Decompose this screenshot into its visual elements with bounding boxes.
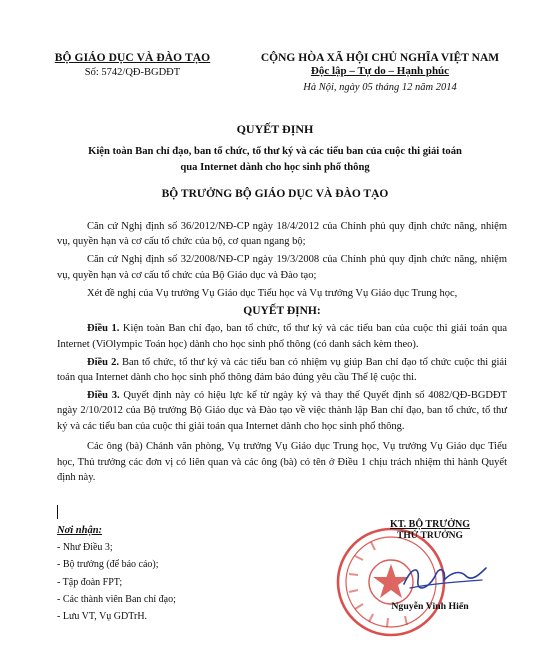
national-header-block: [245, 52, 515, 93]
article-label: Điều 3.: [87, 390, 120, 402]
text-cursor: [57, 505, 58, 519]
recipients-block: [57, 522, 176, 625]
recipient-item: - Các thành viên Ban chỉ đạo;: [57, 593, 176, 605]
preamble-paragraph: Căn cứ Nghị định số 32/2008/NĐ-CP ngày 19/3/2008 của Chính phủ quy định chức năng, nhiệm vụ, quyền hạn và cơ cấu tổ chức của Bộ Giáo dục và Đào tạo;: [57, 254, 507, 281]
article-label: Điều 2.: [87, 356, 119, 368]
signer-role-line-2: THỨ TRƯỞNG: [397, 531, 463, 541]
preamble-paragraph: Xét đề nghị của Vụ trưởng Vụ Giáo dục Tiểu học và Vụ trưởng Vụ Giáo dục Trung học,: [87, 287, 458, 299]
issuer-title: BỘ TRƯỞNG BỘ GIÁO DỤC VÀ ĐÀO TẠO: [161, 188, 389, 200]
closing-paragraph: Các ông (bà) Chánh văn phòng, Vụ trưởng Vụ Giáo dục Trung học, Vụ trưởng Vụ Giáo dục Tiểu học, Thủ trưởng các đơn vị có liên quan và các ông (bà) có tên ở Điều 1 chịu trách nhiệm thi hành Quyết định này.: [57, 441, 507, 484]
article-text: Kiện toàn Ban chỉ đạo, ban tổ chức, tổ thư ký và các tiểu ban của cuộc thi giải toán qua Internet (ViOlympic Toán học) dành cho học sinh phổ thông (có danh sách kèm theo).: [57, 323, 508, 350]
article-text: Ban tổ chức, tổ thư ký và các tiểu ban có nhiệm vụ giúp Ban chỉ đạo tổ chức cuộc thi giải toán qua Internet dành cho học sinh phổ thông đảm bảo đúng yêu cầu Thể lệ cuộc thi.: [57, 356, 508, 384]
place-date: Hà Nội, ngày 05 tháng 12 năm 2014: [303, 82, 457, 93]
handwritten-signature: [400, 562, 490, 592]
document-number: Số: 5742/QĐ-BGDĐT: [84, 67, 181, 78]
article-label: Điều 1.: [87, 323, 120, 335]
subject-line-2: qua Internet dành cho học sinh phổ thông: [180, 162, 370, 173]
article-text: Quyết định này có hiệu lực kể từ ngày ký và thay thế Quyết định số 4082/QĐ-BGDĐT ngày 2/10/2012 của Bộ trưởng Bộ Giáo dục và Đào tạo về việc thành lập Ban chỉ đạo, ban tổ chức, tổ thư ký và các tiểu ban của cuộc thi giải toán qua Internet dành cho học sinh phổ thông.: [57, 390, 507, 432]
nation-name: CỘNG HÒA XÃ HỘI CHỦ NGHĨA VIỆT NAM: [260, 52, 500, 64]
document-title: QUYẾT ĐỊNH: [236, 122, 314, 136]
decides-heading: QUYẾT ĐỊNH:: [243, 304, 321, 317]
document-subject: [40, 144, 510, 176]
article-3: [57, 388, 507, 434]
recipient-item: - Tập đoàn FPT;: [57, 576, 123, 588]
organization-name: BỘ GIÁO DỤC VÀ ĐÀO TẠO: [54, 52, 211, 64]
article-1: [57, 321, 507, 352]
national-motto: Độc lập – Tự do – Hạnh phúc: [310, 65, 450, 77]
recipient-item: - Lưu VT, Vụ GDTrH.: [57, 611, 148, 623]
preamble-paragraph: Căn cứ Nghị định số 36/2012/NĐ-CP ngày 18/4/2012 của Chính phủ quy định chức năng, nhiệm vụ, quyền hạn và cơ cấu tổ chức của bộ, cơ quan ngang bộ;: [57, 221, 507, 248]
document-body: [57, 219, 507, 488]
signature-block: [345, 519, 515, 541]
issuing-organization-block: [50, 52, 215, 78]
recipient-item: - Bộ trưởng (để báo cáo);: [57, 559, 159, 571]
recipients-title: Nơi nhận:: [57, 525, 103, 536]
subject-line-1: Kiện toàn Ban chỉ đạo, ban tổ chức, tổ thư ký và các tiểu ban của cuộc thi giải toán: [88, 146, 462, 157]
signer-role-line-1: KT. BỘ TRƯỞNG: [389, 519, 471, 530]
signer-name: Nguyễn Vinh Hiển: [391, 601, 469, 612]
article-2: [57, 355, 507, 386]
recipient-item: - Như Điều 3;: [57, 542, 113, 554]
title-block: [40, 122, 510, 200]
